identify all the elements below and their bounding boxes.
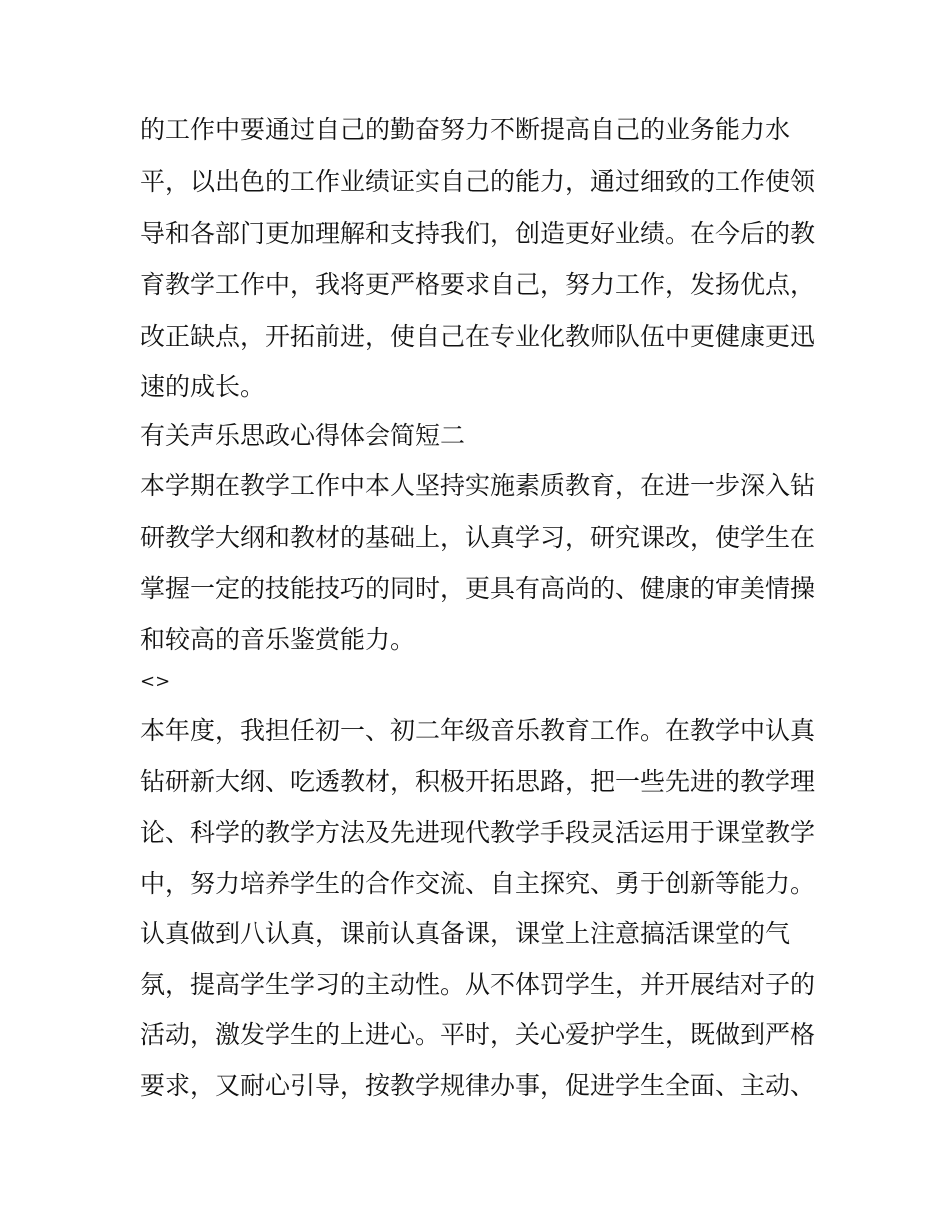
text-line: 本年度，我担任初一、初二年级音乐教育工作。在教学中认真 — [140, 716, 816, 745]
text-line: 掌握一定的技能技巧的同时，更具有高尚的、健康的审美情操 — [140, 574, 816, 603]
text-line: 活动，激发学生的上进心。平时，关心爱护学生，既做到严格 — [140, 1020, 816, 1049]
text-line: 育教学工作中，我将更严格要求自己，努力工作，发扬优点， — [140, 270, 816, 299]
text-line: 本学期在教学工作中本人坚持实施素质教育，在进一步深入钻 — [140, 471, 816, 500]
text-line: 研教学大纲和教材的基础上，认真学习，研究课改，使学生在 — [140, 523, 816, 552]
text-line: 导和各部门更加理解和支持我们，创造更好业绩。在今后的教 — [140, 219, 816, 248]
text-line: 要求，又耐心引导，按教学规律办事，促进学生全面、主动、 — [140, 1071, 816, 1100]
text-line: 钻研新大纲、吃透教材，积极开拓思路，把一些先进的教学理 — [140, 767, 816, 796]
text-line: 平，以出色的工作业绩证实自己的能力，通过细致的工作使领 — [140, 167, 816, 196]
text-line: 论、科学的教学方法及先进现代教学手段灵活运用于课堂教学 — [140, 818, 816, 847]
text-line: 改正缺点，开拓前进，使自己在专业化教师队伍中更健康更迅 — [140, 322, 816, 351]
text-line: 氛，提高学生学习的主动性。从不体罚学生，并开展结对子的 — [140, 970, 816, 999]
text-line: 和较高的音乐鉴赏能力。 — [140, 625, 416, 654]
text-line: 的工作中要通过自己的勤奋努力不断提高自己的业务能力水 — [140, 115, 791, 144]
section-heading: 有关声乐思政心得体会简短二 — [140, 421, 466, 450]
text-line: 中，努力培养学生的合作交流、自主探究、勇于创新等能力。 — [140, 869, 816, 898]
text-line: 速的成长。 — [140, 372, 266, 401]
text-line: 认真做到八认真，课前认真备课，课堂上注意搞活课堂的气 — [140, 919, 791, 948]
placeholder-marker: <> — [140, 671, 171, 692]
